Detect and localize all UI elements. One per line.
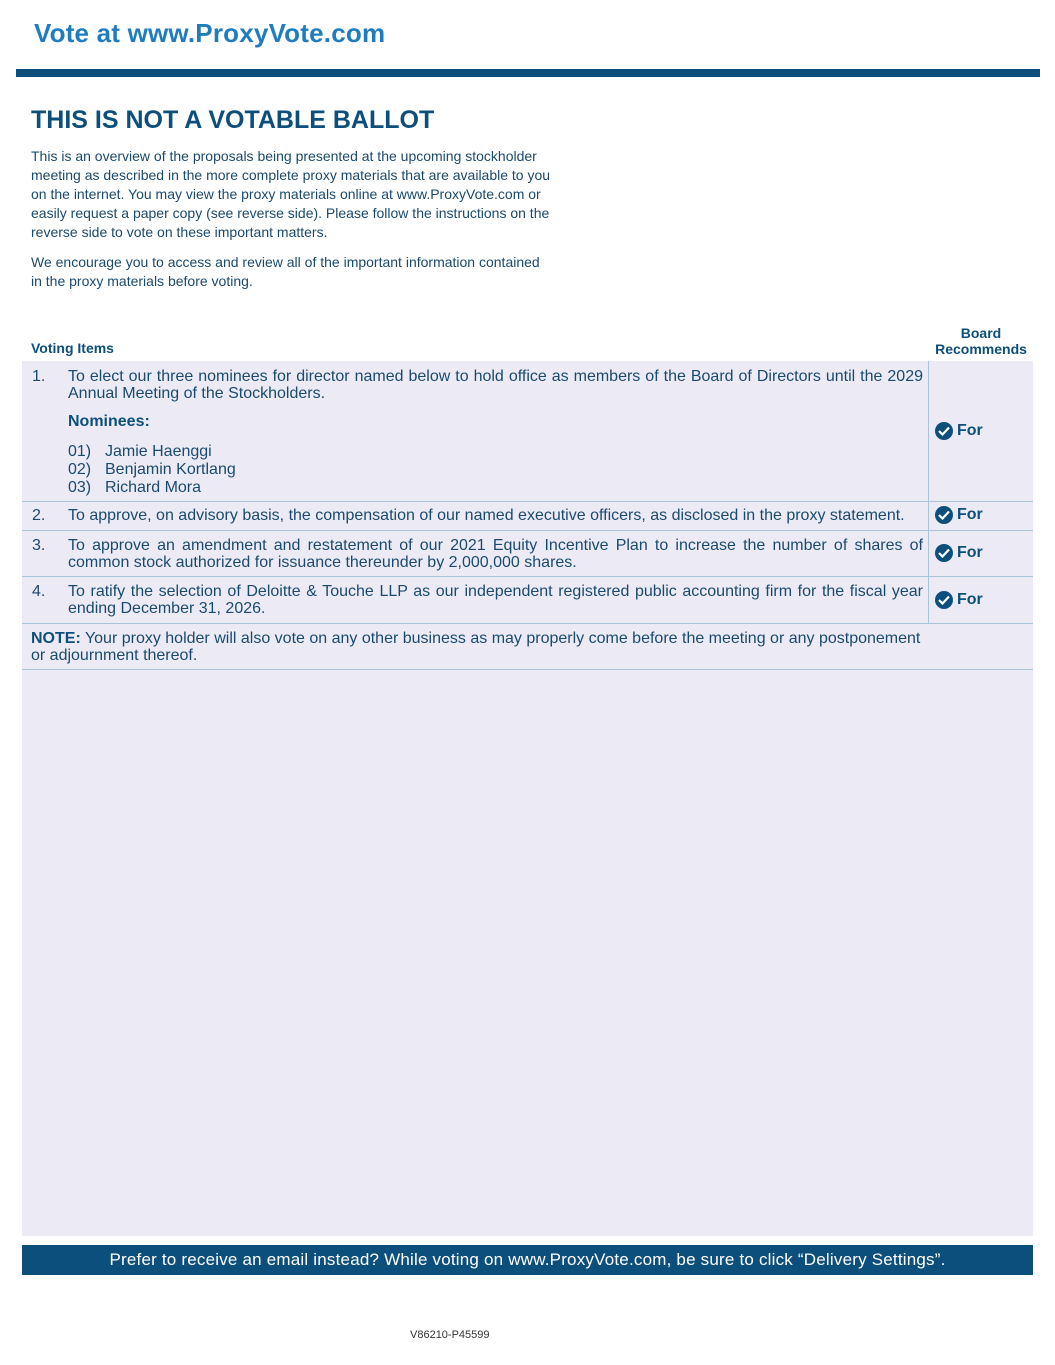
recommendation-label: For xyxy=(957,544,983,561)
item-number: 4. xyxy=(32,583,46,600)
voting-items-header: Voting Items xyxy=(31,340,114,356)
board-recommends-header xyxy=(928,325,1034,357)
note-label: NOTE: xyxy=(31,630,81,647)
item-text: To ratify the selection of Deloitte & Touche LLP as our independent registered public accounting firm for the fiscal year ending December 31, 2026. xyxy=(68,583,923,617)
item-text: To approve an amendment and restatement of our 2021 Equity Incentive Plan to increase the number of shares of common stock authorized for issuance thereunder by 2,000,000 shares. xyxy=(68,537,923,571)
recommendation-cell xyxy=(928,501,1034,530)
nominee-3 xyxy=(68,479,201,496)
nominee-number: 03) xyxy=(68,479,92,496)
header-title[interactable]: Vote at www.ProxyVote.com xyxy=(34,18,386,48)
item-text: To approve, on advisory basis, the compensation of our named executive officers, as disclosed in the proxy statement. xyxy=(68,507,905,524)
note-body: Your proxy holder will also vote on any other business as may properly come before the meeting or any postponement or adjournment thereof. xyxy=(31,630,921,664)
check-circle-icon xyxy=(935,422,953,440)
intro-paragraph-2: We encourage you to access and review all of the important information contained in the proxy materials before voting. xyxy=(31,254,540,289)
notice-heading: THIS IS NOT A VOTABLE BALLOT xyxy=(31,106,435,134)
board-header-line2: Recommends xyxy=(935,341,1027,357)
header-divider xyxy=(16,69,1040,77)
nominee-number: 02) xyxy=(68,461,92,478)
nominee-1 xyxy=(68,443,212,460)
document-code: V86210-P45599 xyxy=(410,1329,490,1341)
voting-item-3 xyxy=(22,530,1033,577)
check-circle-icon xyxy=(935,591,953,609)
nominee-name: Richard Mora xyxy=(105,479,202,496)
recommendation-cell xyxy=(928,576,1034,623)
board-header-line1: Board xyxy=(960,325,1002,341)
nominee-2 xyxy=(68,461,236,478)
email-delivery-banner: Prefer to receive an email instead? While voting on www.ProxyVote.com, be sure to click “Delivery Settings”. xyxy=(22,1245,1033,1275)
item-number: 1. xyxy=(32,368,46,385)
item-number: 2. xyxy=(32,507,46,524)
voting-items-panel xyxy=(22,361,1033,1236)
nominee-name: Benjamin Kortlang xyxy=(105,461,236,478)
recommendation-label: For xyxy=(957,422,983,439)
recommendation-cell xyxy=(928,530,1034,576)
voting-item-4 xyxy=(22,576,1033,624)
recommendation-label: For xyxy=(957,506,983,523)
note-text xyxy=(31,630,926,664)
recommendation-cell xyxy=(928,361,1034,501)
intro-text xyxy=(31,147,551,302)
voting-item-2 xyxy=(22,501,1033,531)
nominees-label: Nominees: xyxy=(68,413,150,430)
check-circle-icon xyxy=(935,544,953,562)
nominee-name: Jamie Haenggi xyxy=(105,443,212,460)
recommendation-label: For xyxy=(957,591,983,608)
check-circle-icon xyxy=(935,506,953,524)
item-number: 3. xyxy=(32,537,46,554)
voting-item-1 xyxy=(22,361,1033,502)
nominee-number: 01) xyxy=(68,443,92,460)
intro-paragraph-1: This is an overview of the proposals being presented at the upcoming stockholder meeting as described in the more complete proxy materials that are available to you on the internet. You may view the proxy materials online at www.ProxyVote.com or easily request a paper copy (see reverse side). Please follow the instructions on the reverse side to vote on these important matters. xyxy=(31,148,551,240)
item-text: To elect our three nominees for director named below to hold office as members of the Board of Directors until the 2029 Annual Meeting of the Stockholders. xyxy=(68,368,923,402)
